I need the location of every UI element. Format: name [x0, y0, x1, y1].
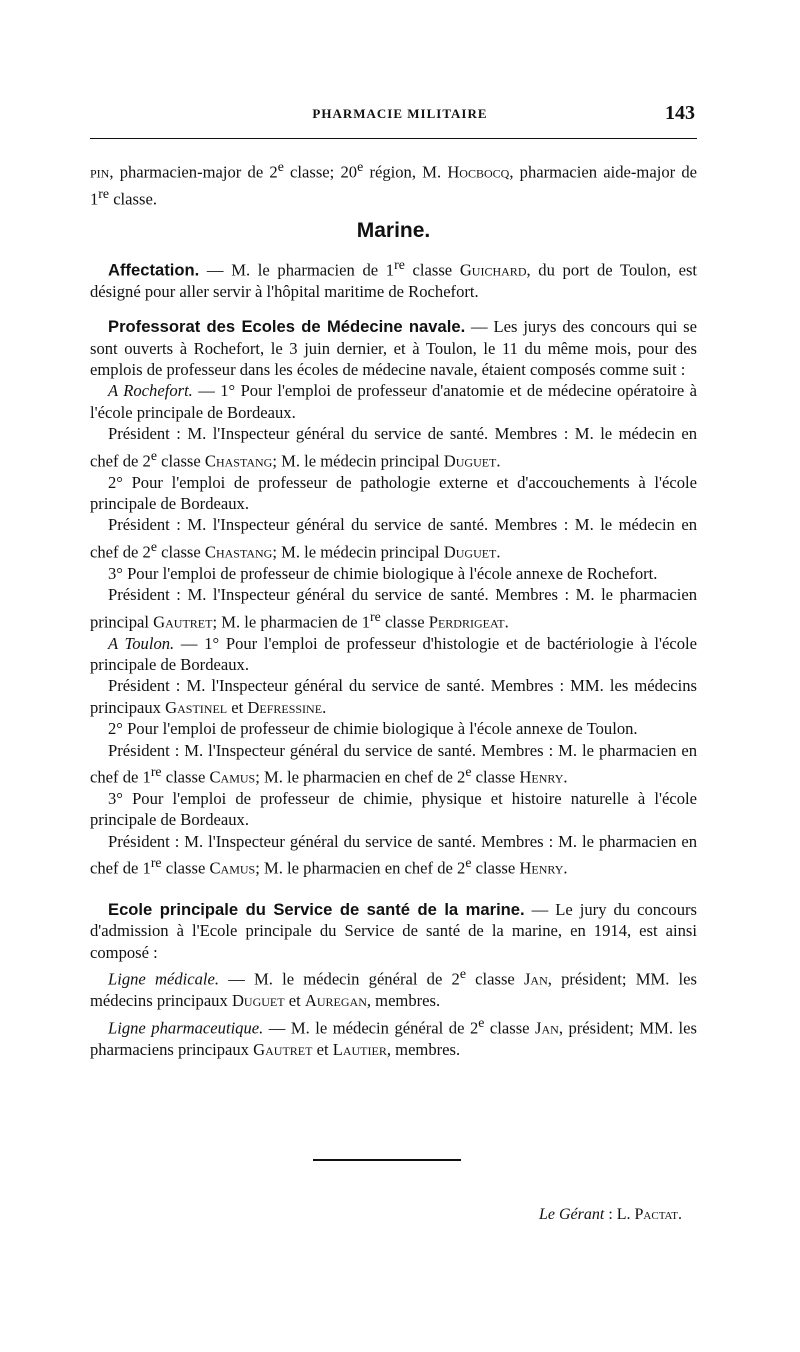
rochefort-item-1: A Rochefort. — 1° Pour l'emploi de professeur d'anatomie et de médecine opératoire à l'école principale de Bordeaux. — [90, 381, 697, 422]
toulon-item-3: 3° Pour l'emploi de professeur de chimie, physique et histoire naturelle à l'école principale de Bordeaux. — [90, 788, 697, 830]
professorat-heading: Professorat des Ecoles de Médecine navale. — [108, 317, 466, 337]
body-text — [90, 156, 697, 1060]
ecole-heading: Ecole principale du Service de santé de la marine. — [108, 900, 525, 920]
ligne-pharmaceutique: Ligne pharmaceutique. — M. le médecin général de 2e classe Jan, président; MM. les pharmaciens principaux Gautret et Lautier, membres. — [90, 1014, 697, 1059]
header-rule — [90, 138, 697, 139]
intro-paragraph: pin, pharmacien-major de 2e classe; 20e région, M. Hocbocq, pharmacien aide-major de 1re classe. — [90, 159, 698, 209]
closing-rule — [313, 1159, 461, 1161]
toulon-item-2: 2° Pour l'emploi de professeur de chimie biologique à l'école annexe de Toulon. — [108, 719, 638, 739]
professorat-paragraph: Professorat des Ecoles de Médecine navale. — Les jurys des concours qui se sont ouverts à Rochefort, le 3 juin dernier, et à Toulon, le 11 du même mois, pour des emplois de professeur dans les écoles de médecine navale, étaient composés comme suit : — [90, 317, 697, 380]
rochefort-item-3: 3° Pour l'emploi de professeur de chimie biologique à l'école annexe de Rochefort. — [108, 563, 658, 583]
affectation-paragraph: Affectation. — M. le pharmacien de 1re classe Guichard, du port de Toulon, est désigné pour aller servir à l'hôpital maritime de Rochefort. — [90, 256, 698, 301]
toulon-jury-1: Président : M. l'Inspecteur général du service de santé. Membres : MM. les médecins principaux Gastinel et Defressine. — [90, 676, 697, 717]
running-head — [0, 102, 800, 128]
rochefort-item-2: 2° Pour l'emploi de professeur de pathologie externe et d'accouchements à l'école principale de Bordeaux. — [90, 472, 697, 513]
gerant-signature-line: Le Gérant : L. Pactat. — [538, 1206, 682, 1223]
affectation-heading: Affectation. — [108, 260, 200, 280]
rochefort-jury-2: Président : M. l'Inspecteur général du service de santé. Membres : M. le médecin en chef de 2e classe Chastang; M. le médecin principal Duguet. — [90, 515, 697, 562]
page-number: 143 — [665, 102, 695, 124]
ligne-medicale: Ligne médicale. — M. le médecin général de 2e classe Jan, président; MM. les médecins principaux Duguet et Auregan, membres. — [90, 966, 697, 1011]
rochefort-jury-1: Président : M. l'Inspecteur général du service de santé. Membres : M. le médecin en chef de 2e classe Chastang; M. le médecin principal Duguet. — [90, 424, 697, 471]
toulon-jury-3: Président : M. l'Inspecteur général du service de santé. Membres : M. le pharmacien en chef de 1re classe Camus; M. le pharmacien en chef de 2e classe Henry. — [90, 831, 697, 878]
toulon-item-1: A Toulon. — 1° Pour l'emploi de professeur d'histologie et de bactériologie à l'école principale de Bordeaux. — [90, 633, 698, 674]
section-title-marine: Marine. — [356, 218, 431, 242]
running-title: PHARMACIE MILITAIRE — [312, 106, 488, 121]
rochefort-jury-3: Président : M. l'Inspecteur général du service de santé. Membres : M. le pharmacien principal Gautret; M. le pharmacien de 1re classe Perdrigeat. — [90, 585, 697, 632]
toulon-jury-2: Président : M. l'Inspecteur général du service de santé. Membres : M. le pharmacien en chef de 1re classe Camus; M. le pharmacien en chef de 2e classe Henry. — [90, 740, 697, 787]
ecole-paragraph: Ecole principale du Service de santé de la marine. — Le jury du concours d'admission à l'Ecole principale du Service de santé de la marine, en 1914, est ainsi composé : — [90, 900, 697, 962]
